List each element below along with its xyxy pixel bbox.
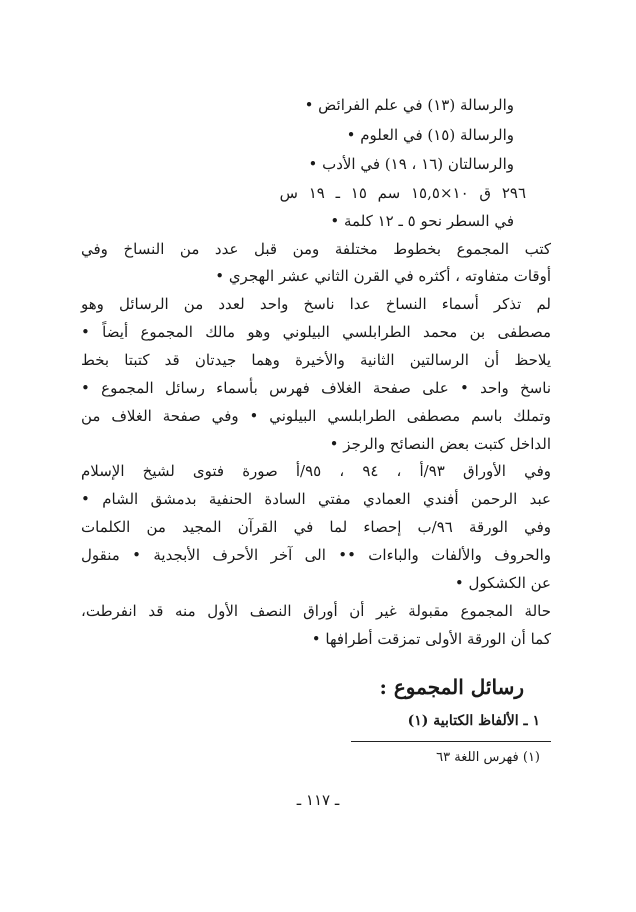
text-line: ٢٩٦ ق ١٠×١٥,٥ سم ١٥ ـ ١٩ س [279, 184, 526, 202]
text-line: كتب المجموع بخطوط مختلفة ومن قبل عدد من النساخ وفي [81, 240, 551, 258]
text-line: أوقات متفاوته ، أكثره في القرن الثاني عشر الهجري • [215, 267, 551, 285]
text-line: في السطر نحو ٥ ـ ١٢ كلمة • [330, 212, 514, 230]
text-line: يلاحظ أن الرسالتين الثانية والأخيرة وهما جيدتان قد كتبتا بخط [81, 351, 551, 369]
text-line: عبد الرحمن أفندي العمادي مفتي السادة الحنفية بدمشق الشام • [81, 490, 551, 508]
text-line: حالة المجموع مقبولة غير أن أوراق النصف الأول منه قد انفرطت، [81, 602, 551, 620]
text-line: وفي الورقة ٩٦/ب إحصاء لما في القرآن المجيد من الكلمات [81, 518, 551, 536]
footnote: (١) فهرس اللغة ٦٣ [436, 750, 540, 765]
list-item: ١ ـ الألفاظ الكتابية (١) [407, 713, 540, 729]
text-line: عن الكشكول • [454, 574, 551, 592]
text-line: والرسالة (١٥) في العلوم • [346, 126, 514, 144]
page-number: ـ ١١٧ ـ [296, 791, 340, 809]
text-line: والرسالة (١٣) في علم الفرائض • [304, 96, 514, 114]
text-line: مصطفى بن محمد الطرابلسي البيلوني وهو مالك المجموع أيضاً • [81, 323, 551, 341]
text-line: وتملك باسم مصطفى الطرابلسي البيلوني • وفي صفحة الغلاف من [81, 407, 551, 425]
text-line: ناسخ واحد • على صفحة الغلاف فهرس بأسماء رسائل المجموع • [81, 379, 551, 397]
text-line: لم تذكر أسماء النساخ عدا ناسخ واحد لعدد من الرسائل وهو [81, 295, 551, 313]
footnote-divider [351, 741, 551, 742]
text-line: والرسالتان (١٦ ، ١٩) في الأدب • [308, 155, 514, 173]
text-line: وفي الأوراق ٩٣/أ ، ٩٤ ، ٩٥/أ صورة فتوى لشيخ الإسلام [81, 462, 551, 480]
text-line: والحروف والألفات والباءات •• الى آخر الأحرف الأبجدية • منقول [81, 546, 551, 564]
section-heading: رسائل المجموع : [379, 675, 524, 699]
text-line: الداخل كتبت بعض النصائح والرجز • [329, 435, 551, 453]
text-line: كما أن الورقة الأولى تمزقت أطرافها • [311, 630, 551, 648]
